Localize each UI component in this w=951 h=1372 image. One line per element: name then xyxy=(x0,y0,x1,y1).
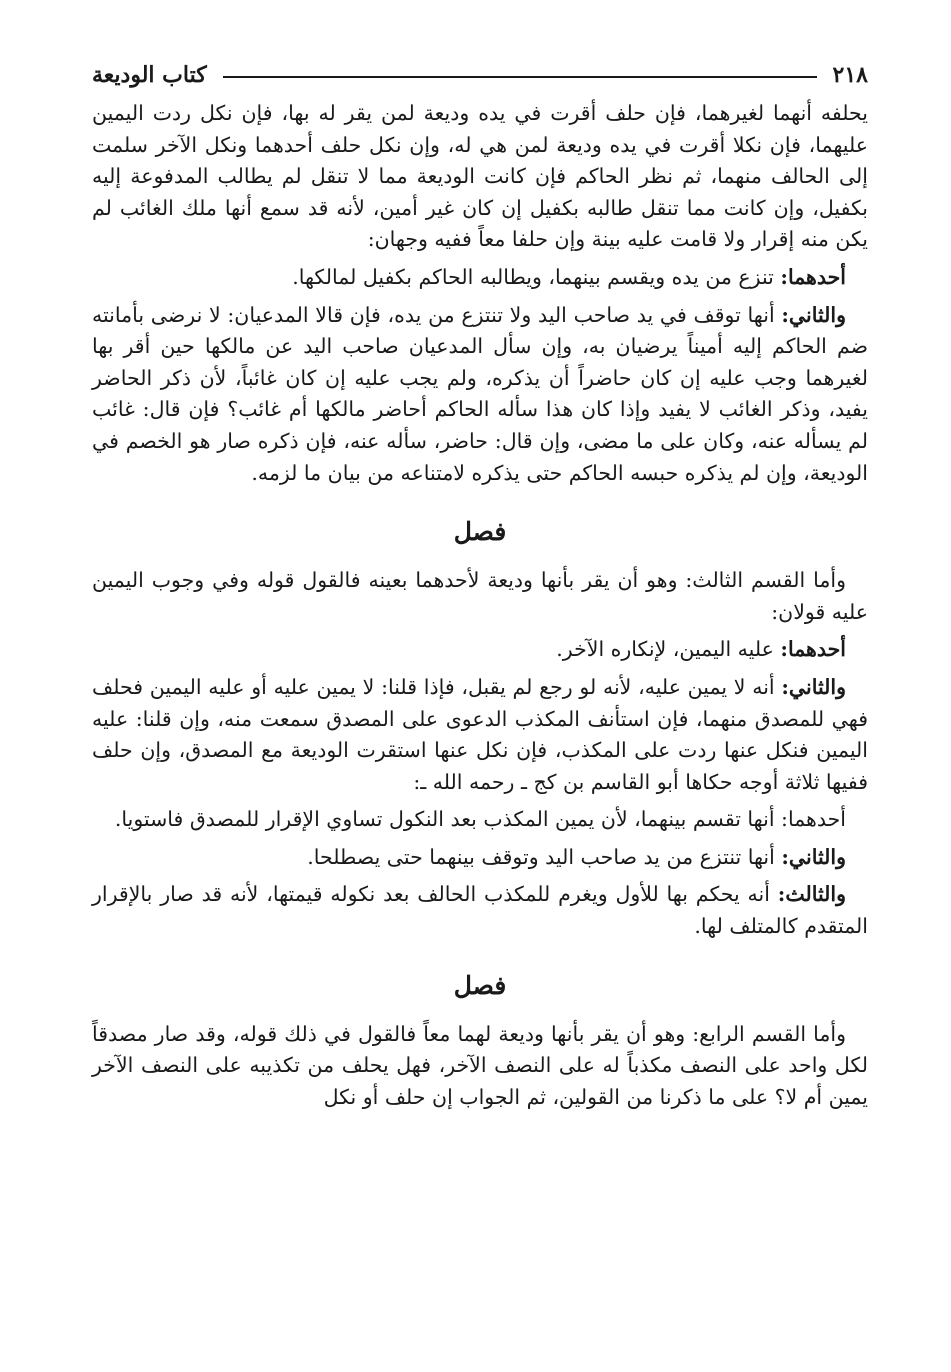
book-page xyxy=(92,58,868,1113)
paragraph-lead: والثاني: xyxy=(781,302,846,327)
paragraph: وأما القسم الثالث: وهو أن يقر بأنها وديعة لأحدهما بعينه فالقول قوله وفي وجوب اليمين عليه قولان: xyxy=(92,568,868,624)
running-header xyxy=(92,58,868,92)
paragraph-text: أنها تنتزع من يد صاحب اليد وتوقف بينهما حتى يصطلحا. xyxy=(307,844,782,869)
paragraph-text: أنه لا يمين عليه، لأنه لو رجع لم يقبل، فإذا قلنا: لا يمين عليه أو عليه اليمين فحلف فهي للمصدق منهما، فإن استأنف المكذب الدعوى على المصدق سمعت منه، وإن قلنا: عليه اليمين فنكل عنها ردت على المكذب، فإن نكل عنها استقرت الوديعة مع المصدق، وإن حلف ففيها ثلاثة أوجه حكاها أبو القاسم بن كج ـ رحمه الله ـ: xyxy=(92,674,868,794)
paragraph: وأما القسم الرابع: وهو أن يقر بأنها وديعة لهما معاً فالقول في ذلك قوله، وقد صار مصدقاً لكل واحد على النصف مكذباً له على النصف الآخر، فهل يحلف من تكذيبه على النصف الآخر يمين أم لا؟ على ما ذكرنا من القولين، ثم الجواب إن حلف أو نكل xyxy=(92,1021,868,1109)
paragraph: يحلفه أنهما لغيرهما، فإن حلف أقرت في يده وديعة لمن يقر له بها، فإن نكل ردت اليمين عليهما، فإن نكلا أقرت في يده وديعة لمن هي له، وإن نكل حلف أحدهما ونكل الآخر سلمت إلى الحالف منهما، ثم نظر الحاكم فإن كانت الوديعة مما لا تنقل لم يطالب المدفوعة إليه بكفيل، وإن كانت مما تنقل طالبه بكفيل إن كان غير أمين، لأنه قد سمع أنها ملك الغائب لم يكن منه إقرار ولا قامت عليه بينة وإن حلفا معاً ففيه وجهان: xyxy=(92,101,868,252)
section-heading: فصل xyxy=(453,970,507,1000)
paragraph-text: أنه يحكم بها للأول ويغرم للمكذب الحالف بعد نكوله قيمتها، لأنه قد صار بالإقرار المتقدم كالمتلف لها. xyxy=(92,882,868,939)
section-heading: فصل xyxy=(453,517,507,547)
paragraph xyxy=(92,634,868,666)
page-body xyxy=(92,98,868,1113)
paragraph: أحدهما: أنها تقسم بينهما، لأن يمين المكذب بعد النكول تساوي الإقرار للمصدق فاستويا. xyxy=(114,807,846,832)
paragraph-lead: والثاني: xyxy=(781,674,846,699)
paragraph-lead: والثالث: xyxy=(777,882,846,907)
paragraph xyxy=(92,879,868,942)
paragraph-text: أنها توقف في يد صاحب اليد ولا تنتزع من يده، فإن قالا المدعيان: لا نرضى بأمانته ضم الحاكم إليه أميناً يرضيان به، وإن سأل المدعيان صاحب اليد عن مالكها حين أقر بها لغيرهما وجب عليه إن كان حاضراً أن يذكره، ولم يجب عليه إن كان غائباً، لأن ذكر الحاضر يفيد، وذكر الغائب لا يفيد وإذا كان هذا سأله الحاكم أحاضر مالكها أم غائب؟ فإن قال: غائب لم يسأله عنه، وكان على ما مضى، وإن قال: حاضر، سأله عنه، فإن ذكره صار هو الخصم في الوديعة، وإن لم يذكره حبسه الحاكم حتى يذكره لامتناعه من بيان ما لزمه. xyxy=(92,302,868,485)
book-title: كتاب الوديعة xyxy=(92,62,207,88)
paragraph-text: عليه اليمين، لإنكاره الآخر. xyxy=(556,637,781,662)
paragraph-lead: أحدهما: xyxy=(780,637,846,662)
page-number: ٢١٨ xyxy=(832,62,868,88)
paragraph-lead: أحدهما: xyxy=(780,264,846,289)
paragraph-lead: والثاني: xyxy=(781,844,846,869)
paragraph xyxy=(92,300,868,490)
paragraph xyxy=(92,262,868,294)
paragraph xyxy=(92,842,868,874)
paragraph-text: تنزع من يده ويقسم بينهما، ويطالبه الحاكم بكفيل لمالكها. xyxy=(292,264,781,289)
header-rule xyxy=(223,76,817,78)
paragraph xyxy=(92,672,868,798)
